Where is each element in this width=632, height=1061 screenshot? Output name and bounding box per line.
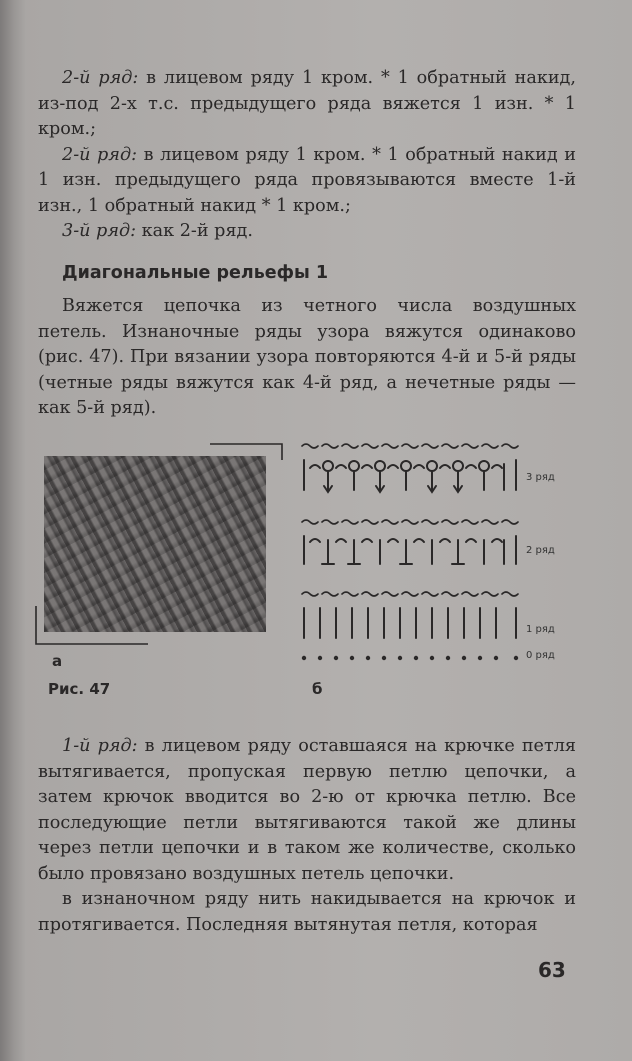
row-text: в изнаночном ряду нить накидывается на крючок и протягивается. Последняя вытянутая петля, которая: [38, 889, 576, 935]
bottom-text-block: [38, 734, 576, 938]
row-label-0: 0 ряд: [526, 650, 555, 661]
page-gutter-shadow: [0, 0, 26, 1061]
row-label: 2-й ряд:: [62, 144, 138, 165]
top-text-block: [38, 66, 576, 245]
intro-paragraph: Вяжется цепочка из четного числа воздушных петель. Изнаночные ряды узора вяжутся одинаково (рис. 47). При вязании узора повторяются 4-й и 5-й ряды (четные ряды вяжутся как 4-й ряд, а нечетные ряды — как 5-й ряд).: [38, 296, 576, 418]
paragraph-row2b: [38, 143, 576, 220]
crochet-chart: [290, 436, 580, 666]
row1-stitches: [304, 608, 516, 638]
wave-line-top: [302, 444, 518, 448]
row2-stitches: [304, 536, 516, 564]
knitting-sample-photo: [44, 456, 266, 632]
section-title: Диагональные рельефы 1: [62, 263, 329, 283]
paragraph-wrong-side: [38, 887, 576, 938]
figure-label-b: б: [312, 680, 323, 698]
row-text: в лицевом ряду 1 кром. * 1 обратный накид, из-под 2-х т.с. предыдущего ряда вяжется 1 изн. * 1 кром.;: [38, 68, 576, 139]
paragraph-row1: [38, 734, 576, 887]
row-label: 3-й ряд:: [62, 221, 137, 241]
row-text: как 2-й ряд.: [136, 221, 253, 241]
paragraph-row3: [38, 219, 576, 245]
row-label-3: 3 ряд: [526, 472, 555, 483]
wave-line-middle: [302, 520, 518, 524]
intro-block: [38, 294, 576, 422]
wave-line-lower: [302, 592, 518, 596]
row-label-2: 2 ряд: [526, 545, 555, 556]
paragraph-row2a: [38, 66, 576, 143]
row-label: 2-й ряд:: [62, 68, 139, 88]
row-label: 1-й ряд:: [62, 736, 138, 756]
row-text: в лицевом ряду оставшаяся на крючке петля вытягивается, пропуская первую петлю цепочки, а затем крючок вводится во 2-ю от крючка петлю. Все последующие петли вытягиваются такой же длины через петли цепочки и в таком же количестве, сколько было провязано воздушных петель цепочки.: [38, 736, 576, 884]
figure-label-a: а: [52, 652, 63, 670]
row3-stitches: [304, 460, 516, 492]
figure-caption: Рис. 47: [48, 680, 111, 698]
page-number: 63: [538, 958, 566, 982]
row-text: в лицевом ряду 1 кром. * 1 обратный накид и 1 изн. предыдущего ряда провязываются вместе 1-й изн., 1 обратный накид * 1 кром.;: [38, 144, 576, 216]
row0-chain-dots: [302, 656, 518, 660]
row-label-1: 1 ряд: [526, 624, 555, 635]
